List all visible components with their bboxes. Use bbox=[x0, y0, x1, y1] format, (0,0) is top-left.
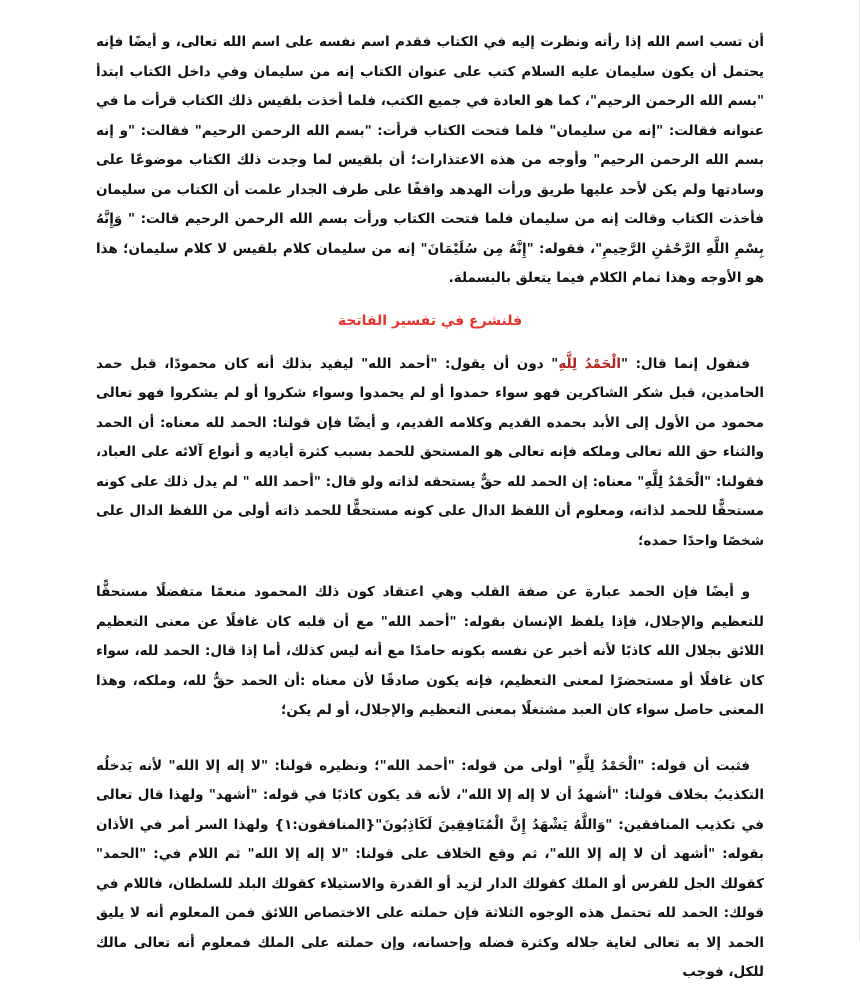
paragraph-basmala-discussion: أن تسب اسم الله إذا رأته ونظرت إليه في الكتاب فقدم اسم نفسه على اسم الله تعالى، و أيضًا فإنه يحتمل أن يكون سليمان عليه السلام كتب على عنوان الكتاب إنه من سليمان وفي داخل الكتاب ابتدأ "بسم الله الرحمن الرحيم"، كما هو العادة في جميع الكتب، فلما أخذت بلقيس ذلك الكتاب قرأت ما في عنوانه فقالت: "إنه من سليمان" فلما فتحت الكتاب قرأت: "بسم الله الرحمن الرحيم" فقالت: "و إنه بسم الله الرحمن الرحيم" وأوجه من هذه الاعتذارات؛ أن بلقيس لما وجدت ذلك الكتاب موضوعًا على وسادتها ولم يكن لأحد عليها طريق ورأت الهدهد واقفًا على طرف الجدار علمت أن الكتاب من سليمان فأخذت الكتاب وقالت إنه من سليمان فلما فتحت الكتاب ورأت بسم الله الرحمن الرحيم قالت: " وَإِنَّهُ بِسْمِ اللَّهِ الرَّحْمَٰنِ الرَّحِيمِ"، فقوله: "إِنَّهُ مِن سُلَيْمَانَ" إنه من سليمان كلام بلقيس لا كلام سليمان؛ هذا هو الأوجه وهذا تمام الكلام فيما يتعلق بالبسملة. bbox=[96, 34, 764, 286]
quranic-quote: الْحَمْدُ لِلَّهِ bbox=[558, 355, 621, 372]
paragraph-alhamd-meaning bbox=[96, 350, 764, 557]
paragraph-text-start: فنقول إنما قال: " bbox=[620, 355, 750, 372]
paragraph-spacer bbox=[96, 726, 764, 752]
paragraph-testimony-comparison: فثبت أن قوله: "الْحَمْدُ لِلَّهِ" أولى من قوله: "أحمد الله"؛ ونظيره قولنا: "لا إله إلا الله" لأنه يَدخلُه التكذيبُ بخلاف قولنا: "أشهدُ أن لا إله إلا الله"، لأنه قد يكون كاذبًا في قوله: "أشهد" ولهذا قال تعالى في تكذيب المنافقين: "وَاللَّهُ يَشْهَدُ إِنَّ الْمُنَافِقِينَ لَكَاذِبُونَ"{المنافقون:١} ولهذا السر أمر في الأذان بقوله: "أشهد أن لا إله إلا الله"، ثم وقع الخلاف على قولنا: "لا إله إلا الله" ثم اللام في: "الحمد" كقولك الجل للفرس أو الملك كقولك الدار لزيد أو القدرة والاستيلاء كقولك البلد للسلطان، فاللام في قولك: الحمد لله تحتمل هذه الوجوه الثلاثة فإن حملته على الاختصاص اللائق فمن المعلوم أنه لا يليق الحمد إلا به تعالى لغاية جلاله وكثرة فضله وإحسانه، وإن حملته على الملك فمعلوم أنه تعالى مالك للكل، فوجب bbox=[96, 757, 764, 980]
section-heading: فلنشرع في تفسير الفاتحة bbox=[337, 312, 523, 329]
paragraph-spacer bbox=[96, 556, 764, 578]
paragraph-heart-attribute: و أيضًا فإن الحمد عبارة عن صفة القلب وهي اعتقاد كون ذلك المحمود منعمًا متفضلًا مستحقًّا للتعظيم والإجلال، فإذا يلفظ الإنسان بقوله: "أحمد الله" مع أن قلبه كان غافلًا عن معنى التعظيم اللائق بجلال الله كاذبًا لأنه أخبر عن نفسه بكونه حامدًا مع أنه ليس كذلك، أما إذا قال: الحمد لله، سواء كان غافلًا أو مستحضرًا لمعنى التعظيم، فإنه يكون صادقًا لأن معناه :أن الحمد حقٌّ لله، وملكه، وهذا المعنى حاصل سواء كان العبد مشتغلًا بمعنى التعظيم والإجلال، أو لم يكن؛ bbox=[96, 584, 764, 718]
document-body bbox=[96, 28, 764, 988]
paragraph-text-rest: " دون أن يقول: "أحمد الله" ليفيد بذلك أنه كان محمودًا، قبل حمد الحامدين، قبل شكر الشاكرين فهو سواء حمدوا أو لم يحمدوا وسواء شكروا أو لم يشكروا فهو تعالى محمود من الأول إلى الأبد بحمده القديم وكلامه القديم، و أيضًا فإن قولنا: الحمد لله معناه: أن الحمد والثناء حق الله تعالى وملكه فإنه تعالى هو المستحق للحمد بسبب كثرة أياديه و أنواع آلائه على العباد، فقولنا: "الْحَمْدُ لِلَّهِ" معناه: إن الحمد لله حقٌّ يستحقه لذاته ولو قال: "أحمد الله " لم يدل ذلك على كونه مستحقًّا للحمد لذاته، ومعلوم أن اللفظ الدال على كونه مستحقًّا للحمد ذاته أولى من اللفظ الدال على شخصًا واحدًا حمده؛ bbox=[96, 355, 764, 549]
